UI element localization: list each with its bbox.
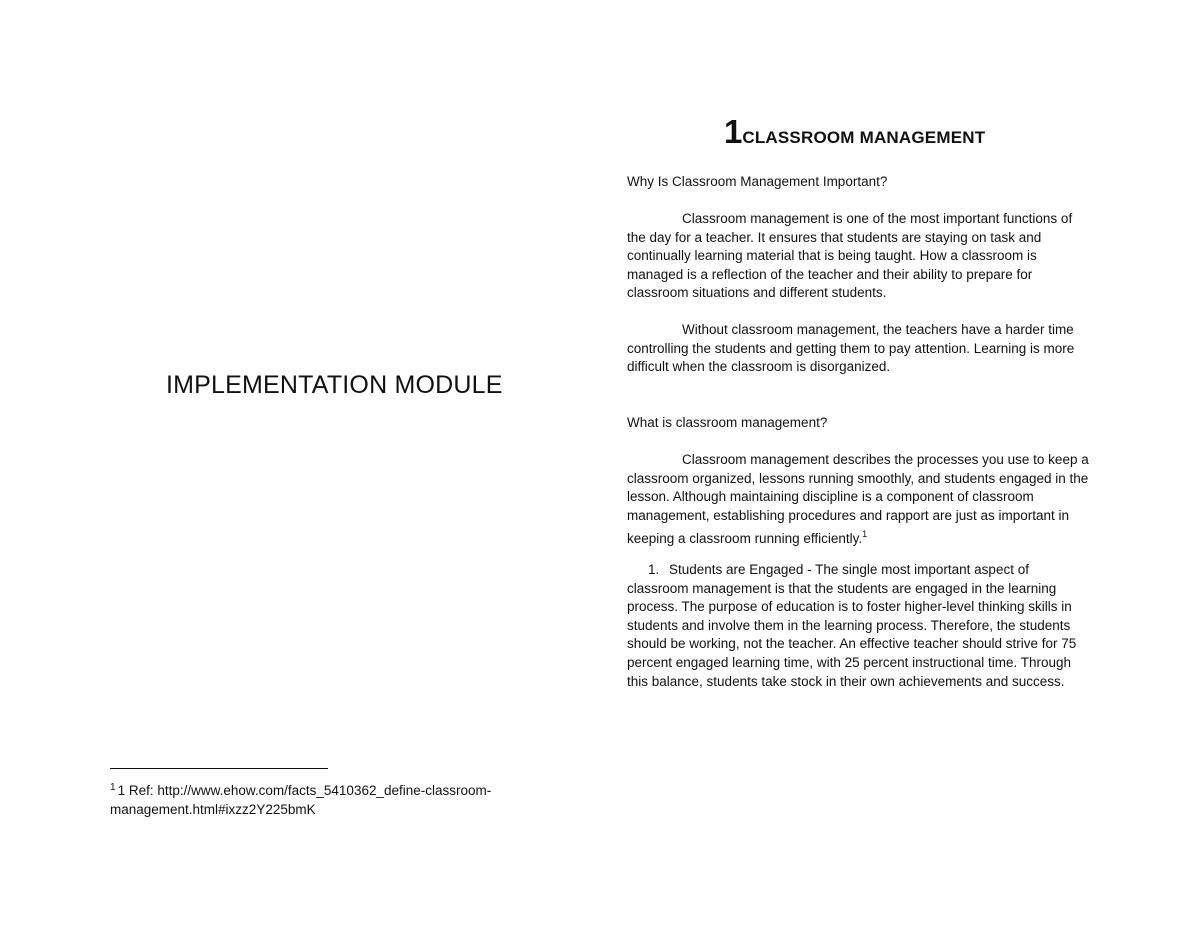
question-heading-1: Why Is Classroom Management Important?: [627, 174, 888, 189]
footnote-text-line1: 1 Ref: http://www.ehow.com/facts_5410362_define-classroom-: [117, 783, 492, 798]
paragraph-3-text: Classroom management describes the processes you use to keep a classroom organized, lessons running smoothly, and students engaged in the lesson. Although maintaining discipline is a component of classroom management, establishing procedures and rapport are just as important in keeping a classroom running efficiently.: [627, 452, 1089, 547]
footnote-marker: 1: [110, 782, 116, 793]
paragraph-1-text: Classroom management is one of the most important functions of the day for a teacher. It ensures that students are staying on task and continually learning material that is being taught. How a classroom is managed is a reflection of the teacher and their ability to prepare for classroom situations and different students.: [627, 211, 1073, 301]
module-title: IMPLEMENTATION MODULE: [166, 371, 503, 399]
paragraph-1: [627, 210, 1093, 303]
paragraph-3: [627, 451, 1093, 549]
chapter-number: 1: [724, 113, 743, 150]
footnote-reference[interactable]: 1: [862, 529, 868, 540]
footnote: [110, 778, 540, 819]
chapter-heading: [724, 112, 985, 152]
footnote-separator: [110, 768, 328, 769]
list-item-text: Students are Engaged - The single most important aspect of classroom management is that the students are engaged in the learning process. The purpose of education is to foster higher-level thinking skills in students and involve them in the learning process. Therefore, the students should be working, not the teacher. An effective teacher should strive for 75 percent engaged learning time, with 25 percent instructional time. Through this balance, students take stock in their own achievements and success.: [627, 562, 1077, 689]
paragraph-2-text: Without classroom management, the teachers have a harder time controlling the students and getting them to pay attention. Learning is more difficult when the classroom is disorganized.: [627, 322, 1075, 375]
list-item-1: [627, 561, 1093, 691]
list-item-number: 1.: [648, 562, 660, 577]
chapter-title: CLASSROOM MANAGEMENT: [742, 128, 986, 147]
paragraph-2: [627, 321, 1093, 377]
question-heading-2: What is classroom management?: [627, 415, 828, 430]
footnote-text-line2: management.html#ixzz2Y225bmK: [110, 802, 316, 817]
